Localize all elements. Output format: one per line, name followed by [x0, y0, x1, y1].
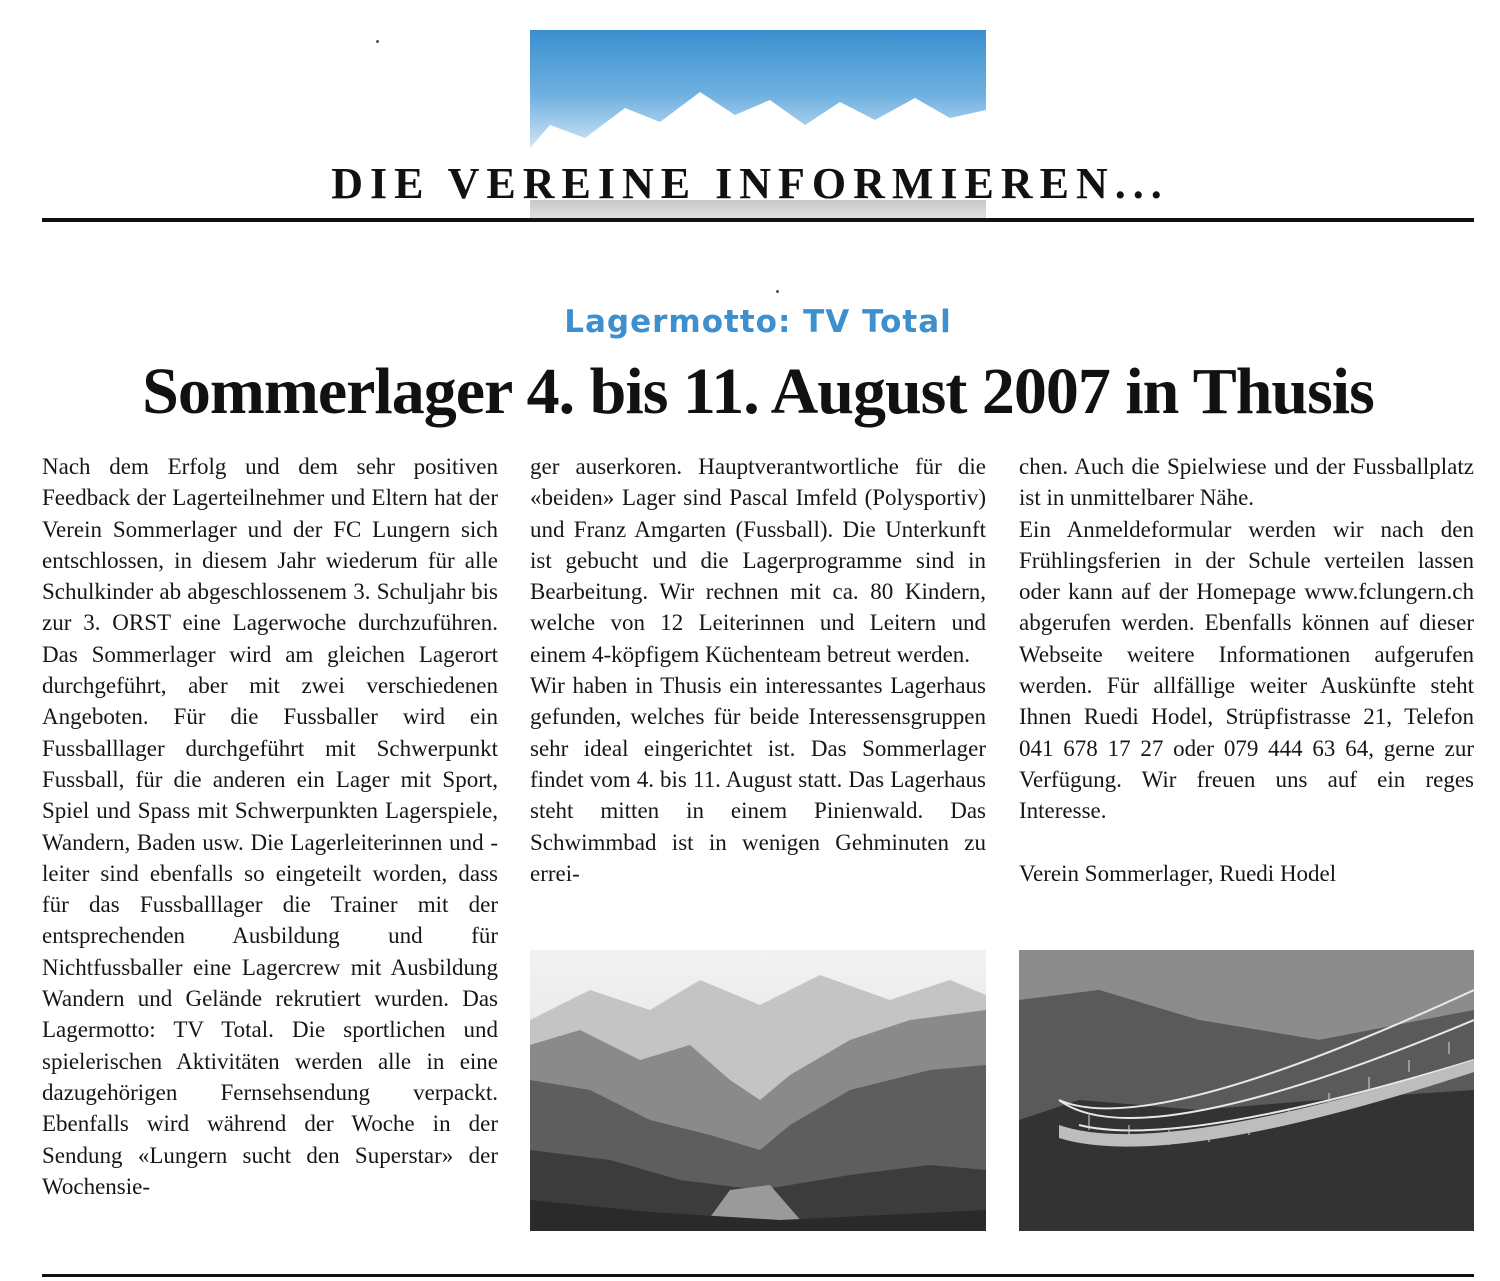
article-text: Wir haben in Thusis ein interessantes Lagerhaus gefunden, welches für beide Interessensgruppen sehr ideal eingerichtet ist. Das Sommerlager findet vom 4. bis 11. August statt. Das Lagerhaus steht mitten in einem Pinienwald. Das Schwimmbad ist in wenigen Gehminuten zu errei- [530, 673, 986, 886]
article-text: chen. Auch die Spielwiese und der Fussballplatz ist in unmittelbarer Nähe. [1019, 454, 1474, 511]
section-title: DIE VEREINE INFORMIEREN... [331, 159, 1169, 208]
article-text: ger auserkoren. Hauptverantwortliche für die «beiden» Lager sind Pascal Imfeld (Polysportiv) und Franz Amgarten (Fussball). Die Unterkunft ist gebucht und die Lagerprogramme sind in Bearbeitung. Wir rechnen mit ca. 80 Kindern, welche von 12 Leiterinnen und Leitern und einem 4-köpfigem Küchenteam betreut werden. [530, 454, 986, 667]
article-column-3 [1019, 451, 1474, 889]
bottom-rule [42, 1274, 1474, 1277]
article-kicker: Lagermotto: TV Total [564, 304, 952, 340]
article-text: Ein Anmeldeformular werden wir nach den Frühlingsferien in der Schule verteilen lassen oder kann auf der Homepage www.fclungern.ch abgerufen werden. Ebenfalls können auf dieser Webseite weitere Informationen aufgerufen werden. Für allfällige weiter Auskünfte steht Ihnen Ruedi Hodel, Strüpfistrasse 21, Telefon 041 678 17 27 oder 079 444 63 64, gerne zur Verfügung. Wir freuen uns auf ein reges Interesse. [1019, 516, 1474, 824]
article-headline: Sommerlager 4. bis 11. August 2007 in Thusis [142, 355, 1374, 428]
article-text: Nach dem Erfolg und dem sehr positiven Feedback der Lagerteilnehmer und Eltern hat der Verein Sommerlager und der FC Lungern sich entschlossen, in diesem Jahr wiederum für alle Schulkinder ab abgeschlossenem 3. Schuljahr bis zur 3. ORST eine Lagerwoche durchzuführen. Das Sommerlager wird am gleichen Lagerort durchgeführt, aber mit zwei verschiedenen Angeboten. Für die Fussballer wird ein Fussballlager durchgeführt mit Schwerpunkt Fussball, für die anderen ein Lager mit Sport, Spiel und Spass mit Schwerpunkten Lagerspiele, Wandern, Baden usw. Die Lagerleiterinnen und -leiter sind ebenfalls so eingeteilt worden, dass für das Fussballlager die Trainer mit der entsprechenden Ausbildung und für Nichtfussballer eine Lagercrew mit Ausbildung Wandern und Gelände rekrutiert wurden. Das Lagermotto: TV Total. Die sportlichen und spielerischen Aktivitäten werden alle in eine dazugehörigen Fernsehsendung verpackt. Ebenfalls wird während der Woche in der Sendung «Lungern sucht den Superstar» der Wochensie- [42, 454, 498, 1199]
top-rule [42, 218, 1474, 222]
valley-photo [530, 950, 986, 1231]
article-signature: Verein Sommerlager, Ruedi Hodel [1019, 860, 1337, 886]
scan-speck [376, 40, 379, 43]
article-column-1 [42, 451, 498, 1202]
scan-speck [776, 290, 779, 293]
suspension-bridge-photo [1019, 950, 1474, 1231]
article-column-2 [530, 451, 986, 889]
